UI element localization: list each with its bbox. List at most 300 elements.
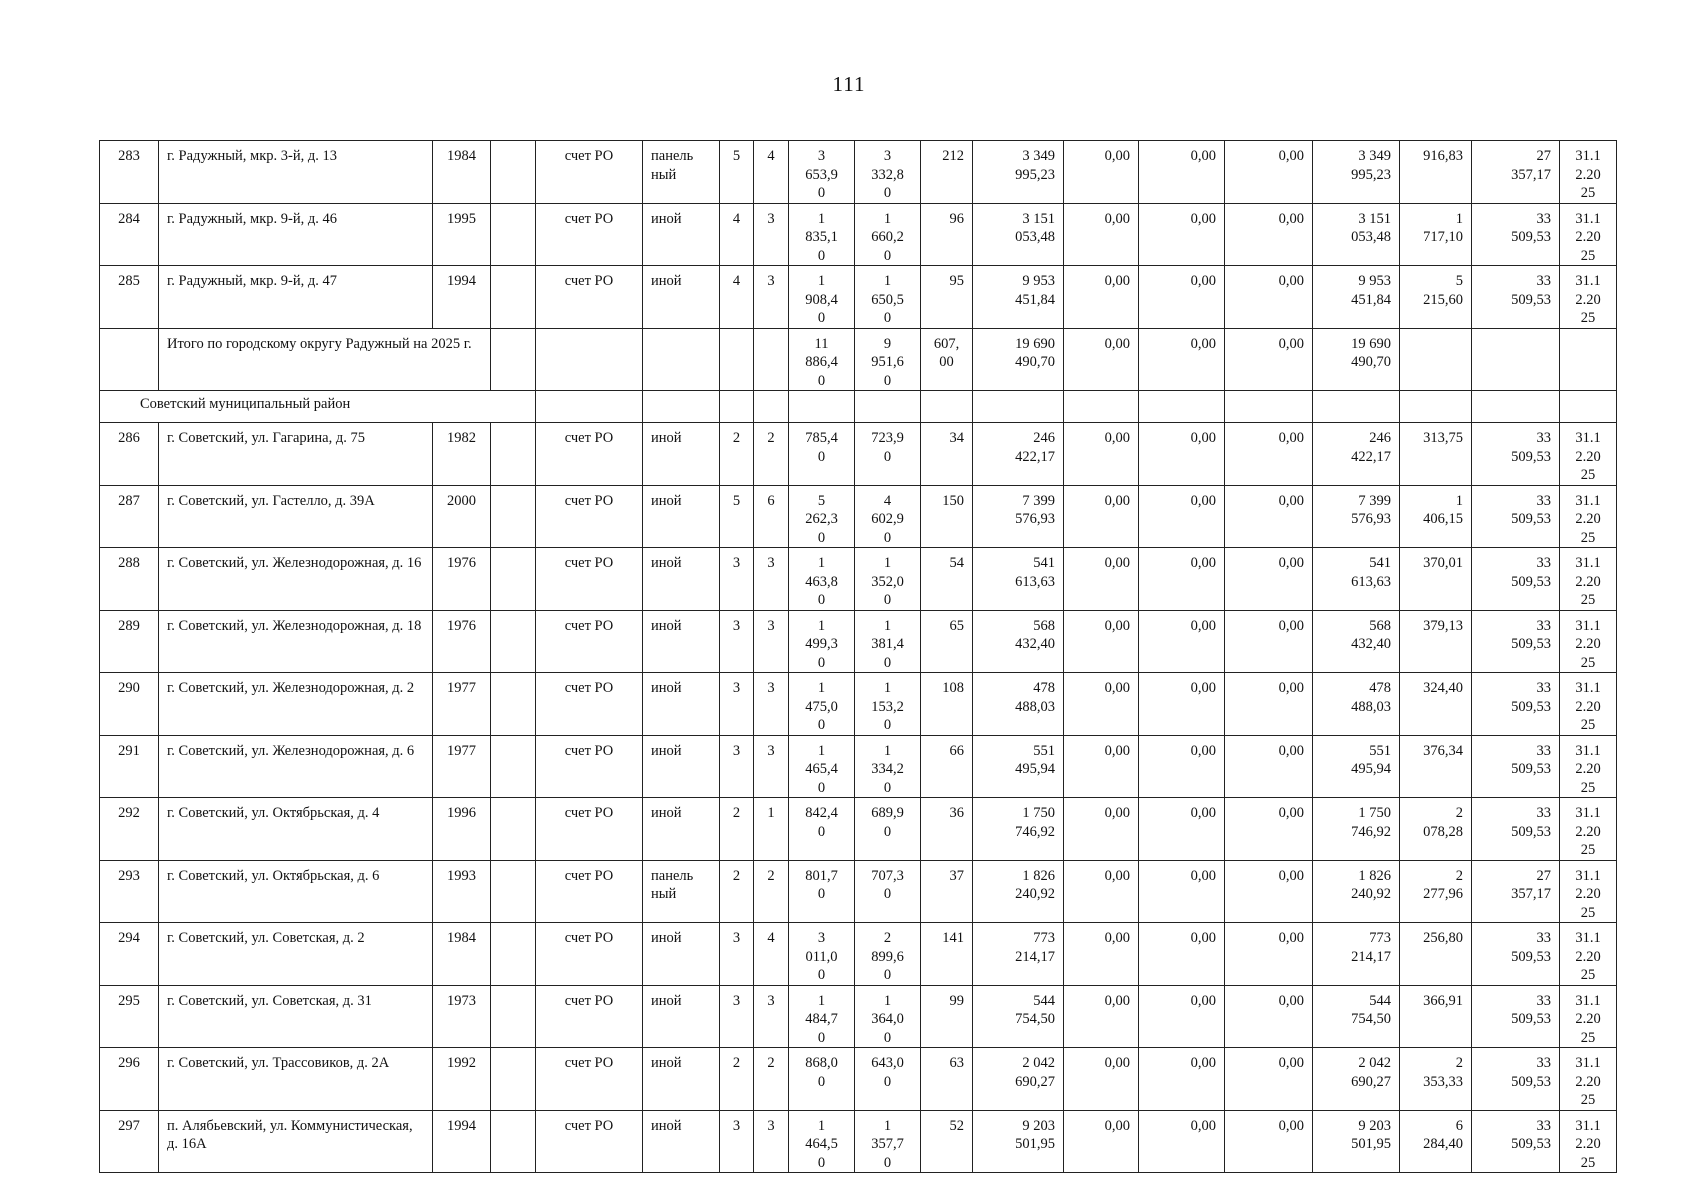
cost-source-2-cell: 0,00 bbox=[1139, 141, 1225, 204]
area-residential-cell: 707,3 0 bbox=[855, 860, 921, 923]
address-cell: г. Советский, ул. Железнодорожная, д. 6 bbox=[159, 735, 433, 798]
area-residential-cell: 1 381,4 0 bbox=[855, 610, 921, 673]
wall-material-cell: иной bbox=[643, 923, 720, 986]
housing-table bbox=[99, 140, 1617, 1173]
residents-cell: 52 bbox=[921, 1110, 973, 1173]
total-cost: 19 690 490,70 bbox=[973, 328, 1064, 391]
cost-limit-cell: 33 509,53 bbox=[1472, 203, 1560, 266]
cost-per-sqm-cell: 376,34 bbox=[1400, 735, 1472, 798]
area-residential-cell: 3 332,8 0 bbox=[855, 141, 921, 204]
cost-per-sqm-cell: 256,80 bbox=[1400, 923, 1472, 986]
cost-source-1-cell: 0,00 bbox=[1064, 798, 1139, 861]
repair-cost-cell: 1 826 240,92 bbox=[973, 860, 1064, 923]
residents-cell: 212 bbox=[921, 141, 973, 204]
floors-cell: 3 bbox=[720, 1110, 754, 1173]
floors-cell: 3 bbox=[720, 985, 754, 1048]
row-number-cell: 286 bbox=[100, 423, 159, 486]
cost-source-1-cell: 0,00 bbox=[1064, 1048, 1139, 1111]
cost-limit-cell: 33 509,53 bbox=[1472, 423, 1560, 486]
wall-material-cell: панель ный bbox=[643, 141, 720, 204]
wall-material-cell: иной bbox=[643, 203, 720, 266]
cost-source-3-cell: 0,00 bbox=[1225, 485, 1313, 548]
cost-source-2-cell: 0,00 bbox=[1139, 548, 1225, 611]
cost-source-3-cell: 0,00 bbox=[1225, 985, 1313, 1048]
cost-limit-cell: 33 509,53 bbox=[1472, 923, 1560, 986]
total-empty-cell bbox=[491, 328, 536, 391]
total-sum-cell: 773 214,17 bbox=[1313, 923, 1400, 986]
cost-per-sqm-cell: 1 406,15 bbox=[1400, 485, 1472, 548]
deadline-date-cell: 31.1 2.20 25 bbox=[1560, 1048, 1617, 1111]
cost-per-sqm-cell: 370,01 bbox=[1400, 548, 1472, 611]
deadline-date-cell: 31.1 2.20 25 bbox=[1560, 923, 1617, 986]
cost-limit-cell: 33 509,53 bbox=[1472, 798, 1560, 861]
floors-cell: 2 bbox=[720, 860, 754, 923]
cost-source-2-cell: 0,00 bbox=[1139, 203, 1225, 266]
floors-cell: 2 bbox=[720, 423, 754, 486]
row-number-cell: 290 bbox=[100, 673, 159, 736]
fund-method-cell: счет РО bbox=[536, 985, 643, 1048]
area-residential-cell: 643,0 0 bbox=[855, 1048, 921, 1111]
address-cell: п. Алябьевский, ул. Коммунистическая, д. 16А bbox=[159, 1110, 433, 1173]
residents-cell: 63 bbox=[921, 1048, 973, 1111]
fund-method-cell: счет РО bbox=[536, 203, 643, 266]
floors-cell: 3 bbox=[720, 923, 754, 986]
area-total-cell: 1 464,5 0 bbox=[789, 1110, 855, 1173]
area-total-cell: 1 835,1 0 bbox=[789, 203, 855, 266]
fund-method-cell: счет РО bbox=[536, 673, 643, 736]
empty-col-cell bbox=[491, 141, 536, 204]
residents-cell: 66 bbox=[921, 735, 973, 798]
section-empty-cell bbox=[1064, 391, 1139, 423]
build-year-cell: 1973 bbox=[433, 985, 491, 1048]
table-row bbox=[100, 423, 1617, 486]
cost-source-3-cell: 0,00 bbox=[1225, 673, 1313, 736]
floors-cell: 3 bbox=[720, 673, 754, 736]
cost-source-3-cell: 0,00 bbox=[1225, 1110, 1313, 1173]
cost-source-3-cell: 0,00 bbox=[1225, 860, 1313, 923]
area-total-cell: 801,7 0 bbox=[789, 860, 855, 923]
section-empty-cell bbox=[1313, 391, 1400, 423]
deadline-date-cell: 31.1 2.20 25 bbox=[1560, 141, 1617, 204]
repair-cost-cell: 478 488,03 bbox=[973, 673, 1064, 736]
entrances-cell: 2 bbox=[754, 423, 789, 486]
area-total-cell: 1 499,3 0 bbox=[789, 610, 855, 673]
repair-cost-cell: 541 613,63 bbox=[973, 548, 1064, 611]
empty-col-cell bbox=[491, 673, 536, 736]
cost-source-3-cell: 0,00 bbox=[1225, 1048, 1313, 1111]
cost-source-3-cell: 0,00 bbox=[1225, 141, 1313, 204]
total-area-total: 11 886,4 0 bbox=[789, 328, 855, 391]
repair-cost-cell: 9 203 501,95 bbox=[973, 1110, 1064, 1173]
entrances-cell: 1 bbox=[754, 798, 789, 861]
deadline-date-cell: 31.1 2.20 25 bbox=[1560, 548, 1617, 611]
area-residential-cell: 4 602,9 0 bbox=[855, 485, 921, 548]
total-sum-cell: 551 495,94 bbox=[1313, 735, 1400, 798]
residents-cell: 36 bbox=[921, 798, 973, 861]
total-people: 607, 00 bbox=[921, 328, 973, 391]
build-year-cell: 1976 bbox=[433, 548, 491, 611]
cost-source-3-cell: 0,00 bbox=[1225, 423, 1313, 486]
section-empty-cell bbox=[1400, 391, 1472, 423]
area-residential-cell: 1 153,2 0 bbox=[855, 673, 921, 736]
empty-col-cell bbox=[491, 266, 536, 329]
wall-material-cell: иной bbox=[643, 485, 720, 548]
floors-cell: 2 bbox=[720, 1048, 754, 1111]
address-cell: г. Советский, ул. Гагарина, д. 75 bbox=[159, 423, 433, 486]
total-no-cell bbox=[100, 328, 159, 391]
cost-per-sqm-cell: 2 078,28 bbox=[1400, 798, 1472, 861]
total-sum-cell: 9 203 501,95 bbox=[1313, 1110, 1400, 1173]
total-sum-cell: 568 432,40 bbox=[1313, 610, 1400, 673]
cost-per-sqm-cell: 1 717,10 bbox=[1400, 203, 1472, 266]
deadline-date-cell: 31.1 2.20 25 bbox=[1560, 203, 1617, 266]
wall-material-cell: иной bbox=[643, 673, 720, 736]
empty-col-cell bbox=[491, 860, 536, 923]
deadline-date-cell: 31.1 2.20 25 bbox=[1560, 423, 1617, 486]
residents-cell: 99 bbox=[921, 985, 973, 1048]
residents-cell: 34 bbox=[921, 423, 973, 486]
cost-per-sqm-cell: 324,40 bbox=[1400, 673, 1472, 736]
cost-source-2-cell: 0,00 bbox=[1139, 423, 1225, 486]
cost-source-3-cell: 0,00 bbox=[1225, 735, 1313, 798]
table-row bbox=[100, 548, 1617, 611]
cost-limit-cell: 33 509,53 bbox=[1472, 1110, 1560, 1173]
total-sum-cell: 246 422,17 bbox=[1313, 423, 1400, 486]
entrances-cell: 3 bbox=[754, 203, 789, 266]
row-number-cell: 284 bbox=[100, 203, 159, 266]
empty-col-cell bbox=[491, 610, 536, 673]
address-cell: г. Радужный, мкр. 3-й, д. 13 bbox=[159, 141, 433, 204]
empty-col-cell bbox=[491, 798, 536, 861]
build-year-cell: 1992 bbox=[433, 1048, 491, 1111]
cost-source-1-cell: 0,00 bbox=[1064, 423, 1139, 486]
section-empty-cell bbox=[536, 391, 643, 423]
cost-limit-cell: 33 509,53 bbox=[1472, 485, 1560, 548]
total-empty-cell bbox=[643, 328, 720, 391]
area-total-cell: 3 653,9 0 bbox=[789, 141, 855, 204]
cost-source-3-cell: 0,00 bbox=[1225, 610, 1313, 673]
area-residential-cell: 1 352,0 0 bbox=[855, 548, 921, 611]
cost-source-1-cell: 0,00 bbox=[1064, 860, 1139, 923]
table-row bbox=[100, 610, 1617, 673]
fund-method-cell: счет РО bbox=[536, 485, 643, 548]
cost-source-2-cell: 0,00 bbox=[1139, 735, 1225, 798]
floors-cell: 5 bbox=[720, 141, 754, 204]
section-empty-cell bbox=[973, 391, 1064, 423]
deadline-date-cell: 31.1 2.20 25 bbox=[1560, 610, 1617, 673]
cost-limit-cell: 27 357,17 bbox=[1472, 860, 1560, 923]
entrances-cell: 4 bbox=[754, 141, 789, 204]
total-empty-cell bbox=[720, 328, 754, 391]
total-empty-cell bbox=[1400, 328, 1472, 391]
row-number-cell: 283 bbox=[100, 141, 159, 204]
repair-cost-cell: 773 214,17 bbox=[973, 923, 1064, 986]
fund-method-cell: счет РО bbox=[536, 141, 643, 204]
cost-limit-cell: 33 509,53 bbox=[1472, 735, 1560, 798]
area-residential-cell: 1 357,7 0 bbox=[855, 1110, 921, 1173]
total-sum: 19 690 490,70 bbox=[1313, 328, 1400, 391]
entrances-cell: 3 bbox=[754, 548, 789, 611]
cost-per-sqm-cell: 5 215,60 bbox=[1400, 266, 1472, 329]
empty-col-cell bbox=[491, 735, 536, 798]
build-year-cell: 1984 bbox=[433, 141, 491, 204]
area-total-cell: 1 463,8 0 bbox=[789, 548, 855, 611]
wall-material-cell: иной bbox=[643, 985, 720, 1048]
cost-per-sqm-cell: 379,13 bbox=[1400, 610, 1472, 673]
fund-method-cell: счет РО bbox=[536, 923, 643, 986]
total-empty-cell bbox=[1560, 328, 1617, 391]
build-year-cell: 1996 bbox=[433, 798, 491, 861]
repair-cost-cell: 2 042 690,27 bbox=[973, 1048, 1064, 1111]
section-empty-cell bbox=[1225, 391, 1313, 423]
cost-limit-cell: 33 509,53 bbox=[1472, 1048, 1560, 1111]
cost-source-1-cell: 0,00 bbox=[1064, 203, 1139, 266]
wall-material-cell: иной bbox=[643, 798, 720, 861]
build-year-cell: 2000 bbox=[433, 485, 491, 548]
total-row bbox=[100, 328, 1617, 391]
area-residential-cell: 2 899,6 0 bbox=[855, 923, 921, 986]
entrances-cell: 2 bbox=[754, 1048, 789, 1111]
address-cell: г. Советский, ул. Гастелло, д. 39А bbox=[159, 485, 433, 548]
build-year-cell: 1995 bbox=[433, 203, 491, 266]
wall-material-cell: иной bbox=[643, 735, 720, 798]
floors-cell: 4 bbox=[720, 266, 754, 329]
entrances-cell: 3 bbox=[754, 1110, 789, 1173]
fund-method-cell: счет РО bbox=[536, 610, 643, 673]
page-number: 111 bbox=[832, 72, 866, 96]
cost-source-3-cell: 0,00 bbox=[1225, 266, 1313, 329]
section-empty-cell bbox=[1139, 391, 1225, 423]
total-c1: 0,00 bbox=[1064, 328, 1139, 391]
total-c3: 0,00 bbox=[1225, 328, 1313, 391]
row-number-cell: 289 bbox=[100, 610, 159, 673]
table-row bbox=[100, 985, 1617, 1048]
row-number-cell: 293 bbox=[100, 860, 159, 923]
cost-source-3-cell: 0,00 bbox=[1225, 203, 1313, 266]
entrances-cell: 3 bbox=[754, 610, 789, 673]
residents-cell: 96 bbox=[921, 203, 973, 266]
build-year-cell: 1982 bbox=[433, 423, 491, 486]
deadline-date-cell: 31.1 2.20 25 bbox=[1560, 485, 1617, 548]
fund-method-cell: счет РО bbox=[536, 266, 643, 329]
cost-limit-cell: 27 357,17 bbox=[1472, 141, 1560, 204]
build-year-cell: 1977 bbox=[433, 735, 491, 798]
row-number-cell: 288 bbox=[100, 548, 159, 611]
address-cell: г. Советский, ул. Октябрьская, д. 6 bbox=[159, 860, 433, 923]
cost-per-sqm-cell: 2 277,96 bbox=[1400, 860, 1472, 923]
repair-cost-cell: 3 349 995,23 bbox=[973, 141, 1064, 204]
total-sum-cell: 541 613,63 bbox=[1313, 548, 1400, 611]
cost-source-1-cell: 0,00 bbox=[1064, 985, 1139, 1048]
entrances-cell: 3 bbox=[754, 985, 789, 1048]
repair-cost-cell: 246 422,17 bbox=[973, 423, 1064, 486]
address-cell: г. Советский, ул. Трассовиков, д. 2А bbox=[159, 1048, 433, 1111]
floors-cell: 3 bbox=[720, 548, 754, 611]
cost-source-3-cell: 0,00 bbox=[1225, 548, 1313, 611]
cost-per-sqm-cell: 313,75 bbox=[1400, 423, 1472, 486]
cost-per-sqm-cell: 916,83 bbox=[1400, 141, 1472, 204]
cost-source-1-cell: 0,00 bbox=[1064, 673, 1139, 736]
row-number-cell: 297 bbox=[100, 1110, 159, 1173]
row-number-cell: 287 bbox=[100, 485, 159, 548]
build-year-cell: 1977 bbox=[433, 673, 491, 736]
total-empty-cell bbox=[754, 328, 789, 391]
table-row bbox=[100, 485, 1617, 548]
wall-material-cell: иной bbox=[643, 1110, 720, 1173]
wall-material-cell: иной bbox=[643, 610, 720, 673]
total-empty-cell bbox=[536, 328, 643, 391]
area-total-cell: 842,4 0 bbox=[789, 798, 855, 861]
area-residential-cell: 1 364,0 0 bbox=[855, 985, 921, 1048]
row-number-cell: 294 bbox=[100, 923, 159, 986]
wall-material-cell: иной bbox=[643, 423, 720, 486]
wall-material-cell: иной bbox=[643, 266, 720, 329]
empty-col-cell bbox=[491, 1048, 536, 1111]
total-sum-cell: 9 953 451,84 bbox=[1313, 266, 1400, 329]
empty-col-cell bbox=[491, 203, 536, 266]
total-sum-cell: 2 042 690,27 bbox=[1313, 1048, 1400, 1111]
cost-source-2-cell: 0,00 bbox=[1139, 860, 1225, 923]
table-row bbox=[100, 141, 1617, 204]
cost-source-2-cell: 0,00 bbox=[1139, 1048, 1225, 1111]
floors-cell: 3 bbox=[720, 610, 754, 673]
address-cell: г. Советский, ул. Советская, д. 2 bbox=[159, 923, 433, 986]
total-sum-cell: 478 488,03 bbox=[1313, 673, 1400, 736]
build-year-cell: 1984 bbox=[433, 923, 491, 986]
row-number-cell: 285 bbox=[100, 266, 159, 329]
entrances-cell: 3 bbox=[754, 735, 789, 798]
area-residential-cell: 1 660,2 0 bbox=[855, 203, 921, 266]
cost-source-2-cell: 0,00 bbox=[1139, 923, 1225, 986]
area-total-cell: 1 465,4 0 bbox=[789, 735, 855, 798]
build-year-cell: 1993 bbox=[433, 860, 491, 923]
cost-source-1-cell: 0,00 bbox=[1064, 1110, 1139, 1173]
deadline-date-cell: 31.1 2.20 25 bbox=[1560, 673, 1617, 736]
address-cell: г. Радужный, мкр. 9-й, д. 47 bbox=[159, 266, 433, 329]
entrances-cell: 2 bbox=[754, 860, 789, 923]
table-row bbox=[100, 1048, 1617, 1111]
repair-cost-cell: 551 495,94 bbox=[973, 735, 1064, 798]
area-total-cell: 785,4 0 bbox=[789, 423, 855, 486]
deadline-date-cell: 31.1 2.20 25 bbox=[1560, 735, 1617, 798]
area-total-cell: 1 484,7 0 bbox=[789, 985, 855, 1048]
repair-cost-cell: 544 754,50 bbox=[973, 985, 1064, 1048]
cost-source-2-cell: 0,00 bbox=[1139, 610, 1225, 673]
fund-method-cell: счет РО bbox=[536, 1110, 643, 1173]
cost-limit-cell: 33 509,53 bbox=[1472, 266, 1560, 329]
build-year-cell: 1994 bbox=[433, 266, 491, 329]
table-row bbox=[100, 266, 1617, 329]
section-label: Советский муниципальный район bbox=[100, 391, 536, 423]
cost-source-1-cell: 0,00 bbox=[1064, 266, 1139, 329]
cost-limit-cell: 33 509,53 bbox=[1472, 673, 1560, 736]
fund-method-cell: счет РО bbox=[536, 860, 643, 923]
cost-source-2-cell: 0,00 bbox=[1139, 485, 1225, 548]
section-empty-cell bbox=[643, 391, 720, 423]
floors-cell: 4 bbox=[720, 203, 754, 266]
residents-cell: 65 bbox=[921, 610, 973, 673]
cost-source-1-cell: 0,00 bbox=[1064, 610, 1139, 673]
area-total-cell: 5 262,3 0 bbox=[789, 485, 855, 548]
cost-source-3-cell: 0,00 bbox=[1225, 923, 1313, 986]
deadline-date-cell: 31.1 2.20 25 bbox=[1560, 860, 1617, 923]
residents-cell: 54 bbox=[921, 548, 973, 611]
section-empty-cell bbox=[921, 391, 973, 423]
total-sum-cell: 3 151 053,48 bbox=[1313, 203, 1400, 266]
row-number-cell: 295 bbox=[100, 985, 159, 1048]
wall-material-cell: панель ный bbox=[643, 860, 720, 923]
total-label: Итого по городскому округу Радужный на 2025 г. bbox=[159, 328, 491, 391]
entrances-cell: 6 bbox=[754, 485, 789, 548]
repair-cost-cell: 1 750 746,92 bbox=[973, 798, 1064, 861]
address-cell: г. Радужный, мкр. 9-й, д. 46 bbox=[159, 203, 433, 266]
repair-cost-cell: 568 432,40 bbox=[973, 610, 1064, 673]
table-row bbox=[100, 203, 1617, 266]
entrances-cell: 4 bbox=[754, 923, 789, 986]
section-empty-cell bbox=[720, 391, 754, 423]
total-sum-cell: 1 826 240,92 bbox=[1313, 860, 1400, 923]
area-residential-cell: 723,9 0 bbox=[855, 423, 921, 486]
empty-col-cell bbox=[491, 985, 536, 1048]
section-empty-cell bbox=[754, 391, 789, 423]
build-year-cell: 1994 bbox=[433, 1110, 491, 1173]
cost-per-sqm-cell: 2 353,33 bbox=[1400, 1048, 1472, 1111]
area-total-cell: 1 475,0 0 bbox=[789, 673, 855, 736]
cost-source-1-cell: 0,00 bbox=[1064, 548, 1139, 611]
row-number-cell: 291 bbox=[100, 735, 159, 798]
deadline-date-cell: 31.1 2.20 25 bbox=[1560, 985, 1617, 1048]
area-total-cell: 868,0 0 bbox=[789, 1048, 855, 1111]
residents-cell: 150 bbox=[921, 485, 973, 548]
fund-method-cell: счет РО bbox=[536, 798, 643, 861]
empty-col-cell bbox=[491, 548, 536, 611]
table-row bbox=[100, 1110, 1617, 1173]
row-number-cell: 292 bbox=[100, 798, 159, 861]
table-row bbox=[100, 860, 1617, 923]
fund-method-cell: счет РО bbox=[536, 548, 643, 611]
section-empty-cell bbox=[1560, 391, 1617, 423]
cost-limit-cell: 33 509,53 bbox=[1472, 985, 1560, 1048]
cost-source-1-cell: 0,00 bbox=[1064, 485, 1139, 548]
wall-material-cell: иной bbox=[643, 548, 720, 611]
floors-cell: 2 bbox=[720, 798, 754, 861]
section-empty-cell bbox=[1472, 391, 1560, 423]
cost-per-sqm-cell: 366,91 bbox=[1400, 985, 1472, 1048]
table-row bbox=[100, 673, 1617, 736]
total-sum-cell: 1 750 746,92 bbox=[1313, 798, 1400, 861]
cost-source-3-cell: 0,00 bbox=[1225, 798, 1313, 861]
cost-source-1-cell: 0,00 bbox=[1064, 141, 1139, 204]
cost-per-sqm-cell: 6 284,40 bbox=[1400, 1110, 1472, 1173]
fund-method-cell: счет РО bbox=[536, 1048, 643, 1111]
floors-cell: 3 bbox=[720, 735, 754, 798]
cost-limit-cell: 33 509,53 bbox=[1472, 610, 1560, 673]
build-year-cell: 1976 bbox=[433, 610, 491, 673]
deadline-date-cell: 31.1 2.20 25 bbox=[1560, 1110, 1617, 1173]
residents-cell: 37 bbox=[921, 860, 973, 923]
area-residential-cell: 1 334,2 0 bbox=[855, 735, 921, 798]
floors-cell: 5 bbox=[720, 485, 754, 548]
repair-cost-cell: 3 151 053,48 bbox=[973, 203, 1064, 266]
address-cell: г. Советский, ул. Железнодорожная, д. 2 bbox=[159, 673, 433, 736]
cost-source-1-cell: 0,00 bbox=[1064, 735, 1139, 798]
empty-col-cell bbox=[491, 923, 536, 986]
address-cell: г. Советский, ул. Железнодорожная, д. 18 bbox=[159, 610, 433, 673]
table-row bbox=[100, 798, 1617, 861]
total-empty-cell bbox=[1472, 328, 1560, 391]
deadline-date-cell: 31.1 2.20 25 bbox=[1560, 798, 1617, 861]
table-row bbox=[100, 735, 1617, 798]
